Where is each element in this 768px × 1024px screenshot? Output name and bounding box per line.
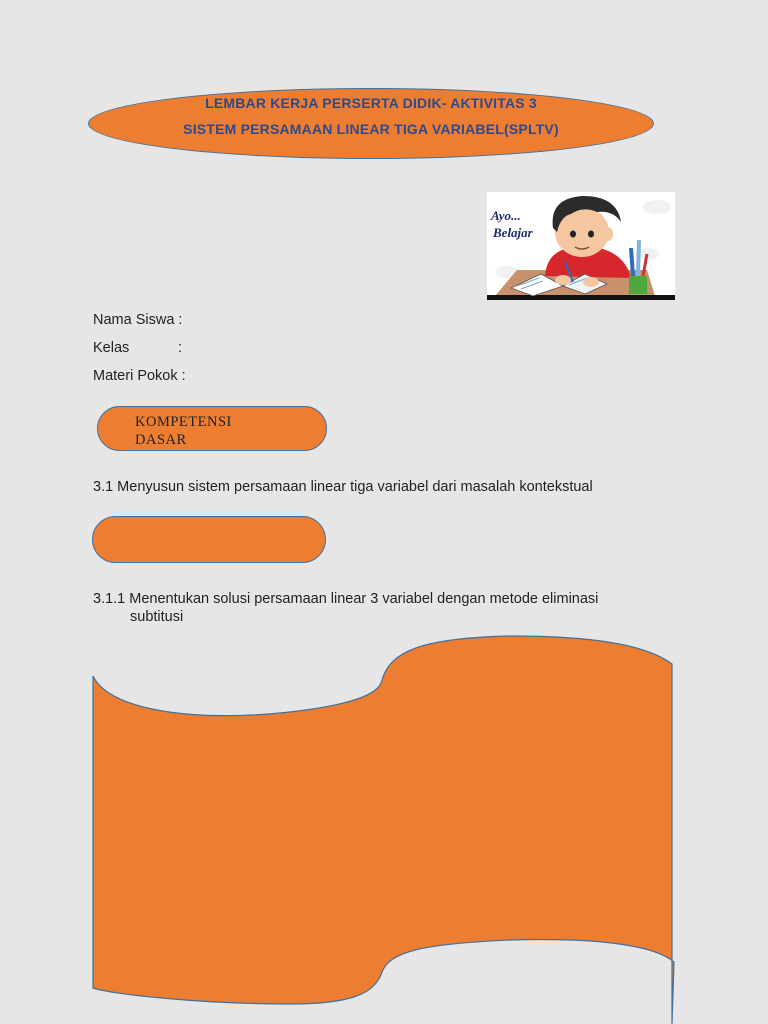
indikator-badge — [92, 516, 326, 563]
indikator-text-line-2: subtitusi — [130, 609, 184, 625]
caption-belajar: Belajar — [493, 225, 533, 240]
kompetensi-dasar-label: KOMPETENSI DASAR — [135, 414, 232, 448]
ayo-belajar-illustration — [487, 192, 675, 300]
kompetensi-dasar-text: 3.1 Menyusun sistem persamaan linear tiga variabel dari masalah kontekstual — [93, 479, 593, 495]
indikator-text-line-1: 3.1.1 Menentukan solusi persamaan linear 3 variabel dengan metode eliminasi — [93, 591, 599, 607]
title-line-2: SISTEM PERSAMAAN LINEAR TIGA VARIABEL(SPLTV) — [183, 121, 559, 137]
wave-content-panel — [90, 632, 680, 1024]
kompetensi-dasar-badge — [97, 406, 327, 451]
title-line-1: LEMBAR KERJA PERSERTA DIDIK- AKTIVITAS 3 — [205, 95, 537, 111]
title-banner — [88, 88, 654, 159]
caption-ayo: Ayo... — [491, 208, 521, 223]
nama-siswa-label: Nama Siswa : — [93, 312, 183, 328]
kelas-label: Kelas — [93, 340, 130, 356]
kelas-colon: : — [178, 340, 183, 356]
materi-pokok-label: Materi Pokok : — [93, 368, 186, 384]
